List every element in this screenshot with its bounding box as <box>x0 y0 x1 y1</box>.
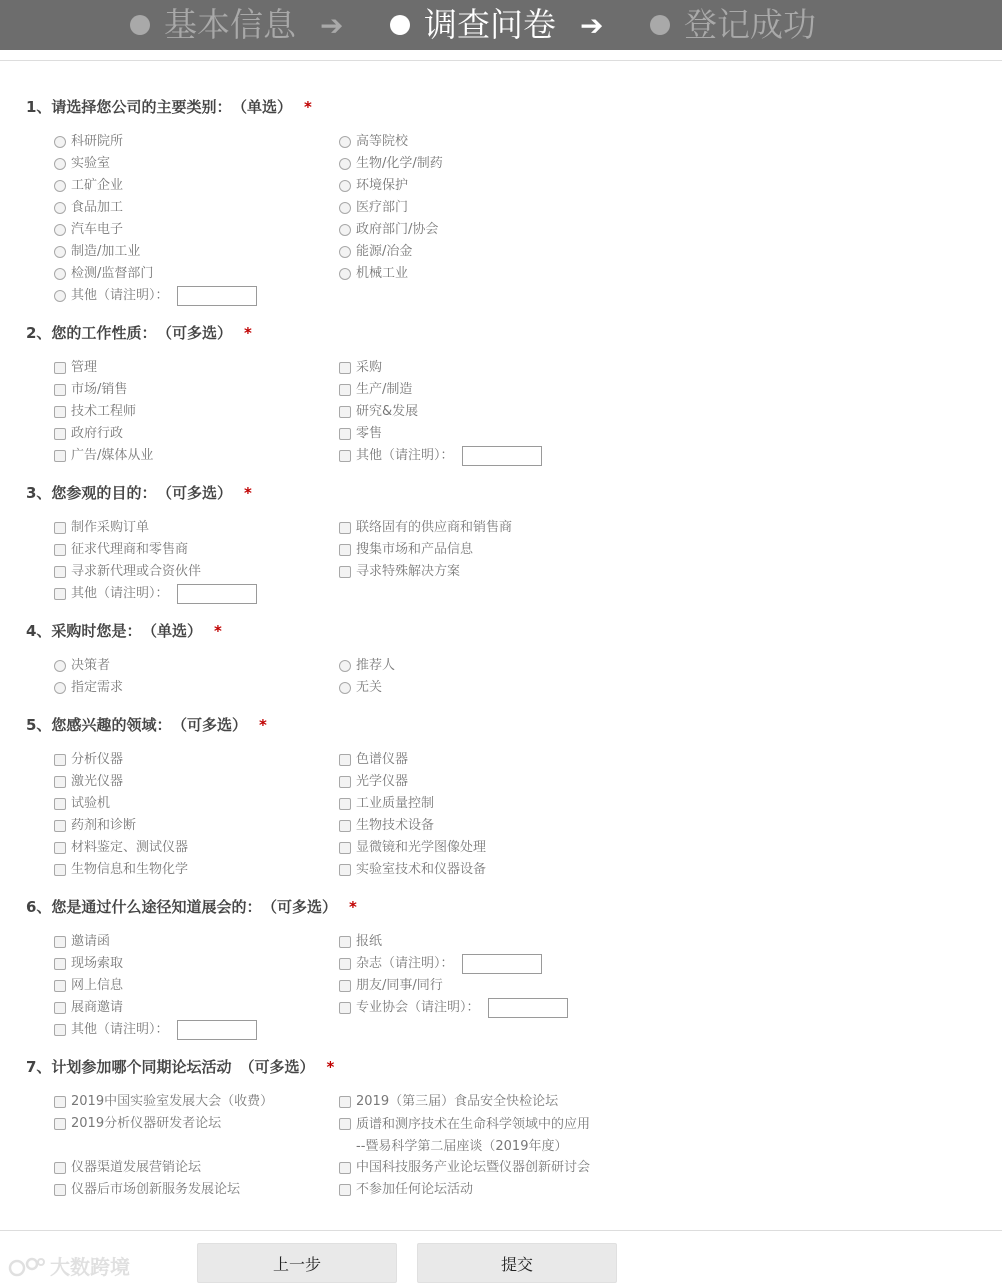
checkbox-icon[interactable] <box>339 958 351 970</box>
option-label: 光学仪器 <box>356 774 409 789</box>
option-label: 高等院校 <box>356 134 409 149</box>
required-mark: * <box>303 98 312 116</box>
checkbox-icon[interactable] <box>339 384 351 396</box>
option-checkbox[interactable] <box>54 932 110 952</box>
option-checkbox[interactable] <box>339 1114 591 1154</box>
step-dot-icon <box>390 15 410 35</box>
checkbox-icon[interactable] <box>54 842 66 854</box>
required-mark: * <box>243 324 252 342</box>
option-checkbox[interactable] <box>54 424 123 444</box>
question-title <box>26 620 222 641</box>
question-title <box>26 714 267 735</box>
checkbox-icon[interactable] <box>54 544 66 556</box>
question-title <box>26 1056 334 1077</box>
required-mark: * <box>258 716 267 734</box>
question-kind: （可多选） <box>164 484 232 502</box>
option-label: 仪器后市场创新服务发展论坛 <box>71 1182 241 1197</box>
option-checkbox[interactable] <box>339 932 382 952</box>
question-kind: （可多选） <box>239 1058 315 1076</box>
option-label: 质谱和测序技术在生命科学领域中的应用 <box>356 1117 591 1132</box>
checkbox-icon[interactable] <box>54 1096 66 1108</box>
option-label: 报纸 <box>356 934 383 949</box>
checkbox-icon[interactable] <box>339 1162 351 1174</box>
question-text: 6、您是通过什么途径知道展会的： <box>26 898 262 916</box>
option-radio[interactable] <box>54 678 123 698</box>
checkbox-icon[interactable] <box>54 566 66 578</box>
step-dot-icon <box>130 15 150 35</box>
checkbox-icon[interactable] <box>339 1002 351 1014</box>
required-mark: * <box>243 484 252 502</box>
question-text: 5、您感兴趣的领域： <box>26 716 172 734</box>
question-text: 4、采购时您是： <box>26 622 142 640</box>
option-label: 邀请函 <box>71 934 111 949</box>
option-checkbox[interactable] <box>54 1180 240 1200</box>
step-registered <box>650 0 816 50</box>
option-checkbox[interactable] <box>339 998 568 1018</box>
option-checkbox[interactable] <box>54 1158 201 1178</box>
option-checkbox[interactable] <box>339 358 382 378</box>
option-label: 2019分析仪器研发者论坛 <box>71 1116 222 1131</box>
option-radio[interactable] <box>54 198 123 218</box>
option-label: 仪器渠道发展营销论坛 <box>71 1160 202 1175</box>
option-radio[interactable] <box>339 198 408 218</box>
option-radio[interactable] <box>339 154 443 174</box>
step-basic-info <box>130 0 296 50</box>
option-checkbox[interactable] <box>54 518 149 538</box>
step-label: 调查问卷 <box>424 5 556 44</box>
option-label: 其他（请注明）： <box>71 586 169 601</box>
checkbox-icon[interactable] <box>339 776 351 788</box>
option-label: 寻求新代理或合资伙伴 <box>71 564 202 579</box>
radio-icon[interactable] <box>339 268 351 280</box>
option-label: 药剂和诊断 <box>71 818 137 833</box>
option-checkbox[interactable] <box>339 750 408 770</box>
option-label: 搜集市场和产品信息 <box>356 542 474 557</box>
checkbox-icon[interactable] <box>54 1002 66 1014</box>
option-label: 实验室 <box>71 156 111 171</box>
option-checkbox[interactable] <box>54 838 188 858</box>
option-checkbox[interactable] <box>339 954 542 974</box>
checkbox-icon[interactable] <box>54 754 66 766</box>
submit-button[interactable]: 提交 <box>417 1243 617 1283</box>
divider <box>0 60 1002 61</box>
question-title <box>26 96 312 117</box>
checkbox-icon[interactable] <box>339 544 351 556</box>
option-checkbox[interactable] <box>54 562 201 582</box>
option-label: 工业质量控制 <box>356 796 435 811</box>
option-label: 工矿企业 <box>71 178 124 193</box>
question-kind: （可多选） <box>164 324 232 342</box>
option-checkbox[interactable] <box>54 816 136 836</box>
option-checkbox[interactable] <box>54 358 97 378</box>
option-checkbox[interactable] <box>54 1114 221 1134</box>
option-radio[interactable] <box>339 220 438 240</box>
radio-icon[interactable] <box>339 660 351 672</box>
option-label: 色谱仪器 <box>356 752 409 767</box>
option-label: 检测/监督部门 <box>71 266 154 281</box>
option-label: 联络固有的供应商和销售商 <box>356 520 513 535</box>
option-checkbox[interactable] <box>339 446 542 466</box>
other-text-input[interactable] <box>177 584 257 604</box>
option-checkbox[interactable] <box>54 402 136 422</box>
radio-icon[interactable] <box>54 158 66 170</box>
option-label: 无关 <box>356 680 383 695</box>
option-label: 环境保护 <box>356 178 409 193</box>
checkbox-icon[interactable] <box>339 566 351 578</box>
radio-icon[interactable] <box>339 202 351 214</box>
option-checkbox[interactable] <box>339 380 412 400</box>
option-label: 能源/冶金 <box>356 244 413 259</box>
option-radio[interactable] <box>339 242 412 262</box>
checkbox-icon[interactable] <box>339 936 351 948</box>
checkbox-icon[interactable] <box>54 588 66 600</box>
option-label: 显微镜和光学图像处理 <box>356 840 487 855</box>
option-label: 生物/化学/制药 <box>356 156 443 171</box>
step-dot-icon <box>650 15 670 35</box>
option-label: 技术工程师 <box>71 404 137 419</box>
option-checkbox[interactable] <box>54 540 188 560</box>
option-label: 朋友/同事/同行 <box>356 978 443 993</box>
checkbox-icon[interactable] <box>339 1096 351 1108</box>
radio-icon[interactable] <box>54 180 66 192</box>
option-checkbox[interactable] <box>54 750 123 770</box>
question-title <box>26 482 252 503</box>
option-radio[interactable] <box>54 264 153 284</box>
question-text: 2、您的工作性质： <box>26 324 157 342</box>
question-kind: （单选） <box>239 98 292 116</box>
radio-icon[interactable] <box>54 268 66 280</box>
checkbox-icon[interactable] <box>339 428 351 440</box>
checkbox-icon[interactable] <box>339 522 351 534</box>
option-checkbox[interactable] <box>54 860 188 880</box>
checkbox-icon[interactable] <box>54 1118 66 1130</box>
option-label: 分析仪器 <box>71 752 124 767</box>
option-radio[interactable] <box>54 154 110 174</box>
option-checkbox[interactable] <box>339 772 408 792</box>
option-radio[interactable] <box>339 678 382 698</box>
other-text-input[interactable] <box>177 1020 257 1040</box>
option-label-line2: --暨易科学第二届座谈（2019年度） <box>356 1139 568 1154</box>
option-label: 决策者 <box>71 658 111 673</box>
checkbox-icon[interactable] <box>339 1184 351 1196</box>
option-label: 征求代理商和零售商 <box>71 542 189 557</box>
option-label: 专业协会（请注明）： <box>356 1000 480 1015</box>
checkbox-icon[interactable] <box>339 864 351 876</box>
checkbox-icon[interactable] <box>54 406 66 418</box>
checkbox-icon[interactable] <box>339 798 351 810</box>
question-text: 7、计划参加哪个同期论坛活动 <box>26 1058 232 1076</box>
checkbox-icon[interactable] <box>54 450 66 462</box>
option-radio[interactable] <box>54 656 110 676</box>
checkbox-icon[interactable] <box>339 754 351 766</box>
question-kind: （可多选） <box>269 898 337 916</box>
option-checkbox[interactable] <box>54 772 123 792</box>
option-label: 试验机 <box>71 796 111 811</box>
checkbox-icon[interactable] <box>54 958 66 970</box>
option-checkbox[interactable] <box>339 1180 473 1200</box>
option-label: 2019中国实验室发展大会（收费） <box>71 1094 274 1109</box>
radio-icon[interactable] <box>339 158 351 170</box>
option-checkbox[interactable] <box>339 816 434 836</box>
required-mark: * <box>326 1058 335 1076</box>
radio-icon[interactable] <box>54 202 66 214</box>
option-checkbox[interactable] <box>54 584 257 604</box>
option-checkbox[interactable] <box>339 976 443 996</box>
radio-icon[interactable] <box>54 660 66 672</box>
option-label: 政府行政 <box>71 426 124 441</box>
radio-icon[interactable] <box>339 246 351 258</box>
option-label: 机械工业 <box>356 266 409 281</box>
option-label: 医疗部门 <box>356 200 409 215</box>
radio-icon[interactable] <box>54 682 66 694</box>
option-label: 市场/销售 <box>71 382 128 397</box>
option-checkbox[interactable] <box>54 998 123 1018</box>
option-radio[interactable] <box>54 242 140 262</box>
checkbox-icon[interactable] <box>339 820 351 832</box>
option-checkbox[interactable] <box>339 1158 590 1178</box>
option-checkbox[interactable] <box>54 1020 257 1040</box>
option-label: 生物信息和生物化学 <box>71 862 189 877</box>
question-title <box>26 896 357 917</box>
option-label: 研究&发展 <box>356 404 419 419</box>
option-label: 2019（第三届）食品安全快检论坛 <box>356 1094 559 1109</box>
option-label: 激光仪器 <box>71 774 124 789</box>
option-checkbox[interactable] <box>54 380 127 400</box>
question-kind: （可多选） <box>179 716 247 734</box>
option-radio[interactable] <box>339 656 395 676</box>
checkbox-icon[interactable] <box>54 980 66 992</box>
option-checkbox[interactable] <box>339 562 460 582</box>
option-checkbox[interactable] <box>54 1092 273 1112</box>
checkbox-icon[interactable] <box>54 428 66 440</box>
other-text-input[interactable] <box>462 446 542 466</box>
checkbox-icon[interactable] <box>54 362 66 374</box>
checkbox-icon[interactable] <box>54 936 66 948</box>
option-label: 杂志（请注明）： <box>356 956 454 971</box>
option-label: 推荐人 <box>356 658 396 673</box>
checkbox-icon[interactable] <box>54 776 66 788</box>
association-text-input[interactable] <box>488 998 568 1018</box>
other-text-input[interactable] <box>177 286 257 306</box>
option-label: 实验室技术和仪器设备 <box>356 862 487 877</box>
divider <box>0 1230 1002 1231</box>
step-progress-bar <box>0 0 1002 50</box>
radio-icon[interactable] <box>339 136 351 148</box>
checkbox-icon[interactable] <box>54 384 66 396</box>
option-radio[interactable] <box>339 176 408 196</box>
option-label: 现场索取 <box>71 956 124 971</box>
checkbox-icon[interactable] <box>54 1024 66 1036</box>
radio-icon[interactable] <box>54 136 66 148</box>
option-checkbox[interactable] <box>339 402 418 422</box>
question-text: 3、您参观的目的： <box>26 484 157 502</box>
option-checkbox[interactable] <box>339 838 486 858</box>
checkbox-icon[interactable] <box>339 842 351 854</box>
option-checkbox[interactable] <box>339 794 434 814</box>
radio-icon[interactable] <box>54 290 66 302</box>
step-label: 基本信息 <box>164 5 296 44</box>
required-mark: * <box>348 898 357 916</box>
radio-icon[interactable] <box>54 246 66 258</box>
watermark-text: 大数跨境 <box>50 1255 130 1279</box>
watermark <box>8 1251 130 1280</box>
option-label: 广告/媒体从业 <box>71 448 154 463</box>
radio-icon[interactable] <box>339 224 351 236</box>
checkbox-icon[interactable] <box>54 522 66 534</box>
radio-icon[interactable] <box>339 180 351 192</box>
checkbox-icon[interactable] <box>339 980 351 992</box>
option-label: 制造/加工业 <box>71 244 141 259</box>
option-label: 政府部门/协会 <box>356 222 439 237</box>
checkbox-icon[interactable] <box>339 450 351 462</box>
option-radio[interactable] <box>54 176 123 196</box>
checkbox-icon[interactable] <box>339 1118 351 1130</box>
option-label: 不参加任何论坛活动 <box>356 1182 474 1197</box>
radio-icon[interactable] <box>339 682 351 694</box>
option-radio[interactable] <box>54 132 123 152</box>
question-text: 1、请选择您公司的主要类别： <box>26 98 232 116</box>
option-radio[interactable] <box>54 220 123 240</box>
right-arrow-icon: ➔ <box>580 8 604 42</box>
checkbox-icon[interactable] <box>339 362 351 374</box>
option-label: 生物技术设备 <box>356 818 435 833</box>
checkbox-icon[interactable] <box>54 820 66 832</box>
option-label: 其他（请注明）： <box>71 1022 169 1037</box>
radio-icon[interactable] <box>54 224 66 236</box>
option-radio[interactable] <box>339 132 408 152</box>
option-radio[interactable] <box>339 264 408 284</box>
option-checkbox[interactable] <box>54 794 110 814</box>
option-label: 寻求特殊解决方案 <box>356 564 461 579</box>
option-checkbox[interactable] <box>54 446 153 466</box>
option-label: 中国科技服务产业论坛暨仪器创新研讨会 <box>356 1160 591 1175</box>
option-checkbox[interactable] <box>54 954 123 974</box>
magazine-text-input[interactable] <box>462 954 542 974</box>
checkbox-icon[interactable] <box>54 798 66 810</box>
watermark-logo-icon <box>8 1254 46 1278</box>
option-checkbox[interactable] <box>339 860 486 880</box>
option-label: 展商邀请 <box>71 1000 124 1015</box>
option-checkbox[interactable] <box>339 1092 558 1112</box>
step-survey <box>390 0 556 50</box>
option-checkbox[interactable] <box>339 518 512 538</box>
option-label: 零售 <box>356 426 383 441</box>
option-label: 采购 <box>356 360 383 375</box>
checkbox-icon[interactable] <box>54 1184 66 1196</box>
option-label: 食品加工 <box>71 200 124 215</box>
checkbox-icon[interactable] <box>339 406 351 418</box>
option-label: 材料鉴定、测试仪器 <box>71 840 189 855</box>
option-label: 指定需求 <box>71 680 124 695</box>
checkbox-icon[interactable] <box>54 864 66 876</box>
option-radio[interactable] <box>54 286 257 306</box>
required-mark: * <box>213 622 222 640</box>
option-checkbox[interactable] <box>339 540 473 560</box>
option-label: 制作采购订单 <box>71 520 150 535</box>
option-checkbox[interactable] <box>54 976 123 996</box>
option-label: 管理 <box>71 360 98 375</box>
previous-step-button[interactable]: 上一步 <box>197 1243 397 1283</box>
checkbox-icon[interactable] <box>54 1162 66 1174</box>
question-title <box>26 322 252 343</box>
right-arrow-icon: ➔ <box>320 8 344 42</box>
option-label: 其他（请注明）： <box>71 288 169 303</box>
question-kind: （单选） <box>149 622 202 640</box>
option-label: 科研院所 <box>71 134 124 149</box>
option-label: 网上信息 <box>71 978 124 993</box>
option-label: 汽车电子 <box>71 222 124 237</box>
option-checkbox[interactable] <box>339 424 382 444</box>
option-label: 生产/制造 <box>356 382 413 397</box>
step-label: 登记成功 <box>684 5 816 44</box>
option-label: 其他（请注明）： <box>356 448 454 463</box>
